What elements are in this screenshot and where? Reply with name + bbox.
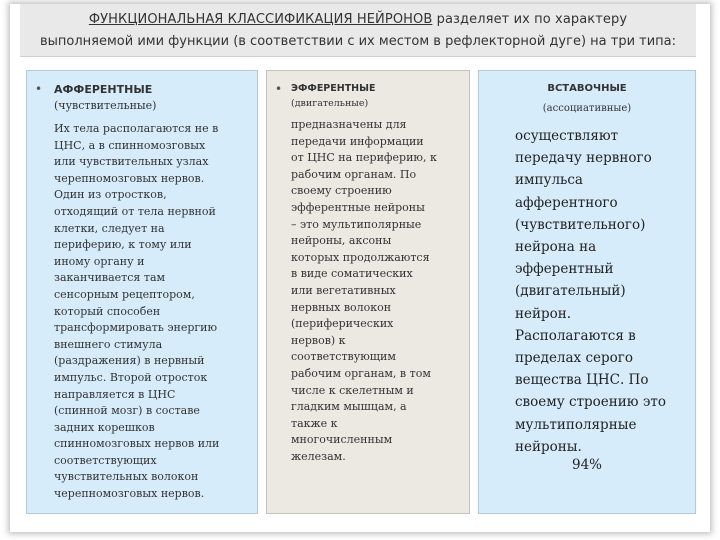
afferent-column xyxy=(26,70,258,514)
interneuron-title: ВСТАВОЧНЫЕ xyxy=(547,83,627,94)
afferent-title: АФФЕРЕНТНЫЕ xyxy=(54,83,153,96)
afferent-subtitle: (чувствительные) xyxy=(54,99,157,112)
header-title: ФУНКЦИОНАЛЬНАЯ КЛАССИФИКАЦИЯ НЕЙРОНОВ xyxy=(88,12,433,27)
efferent-description: предназначены для передачи информации от ЦНС на периферию, к рабочим органам. По своему строению эфферентные нейроны – это мультиполярные нейроны, аксоны которых продолжаются в виде соматических или вегетативных нервных волокон (периферических нервов) к соответствующим рабочим органам, в том числе к скелетным и гладким мышцам, а также к многочисленным железам. xyxy=(291,118,437,463)
interneuron-column xyxy=(478,70,696,514)
interneuron-description: осуществляют передачу нервного импульса афферентного (чувствительного) нейрона на эфферентный (двигательный) нейрон. Располагаются в пределах серого вещества ЦНС. По своему строению это мультиполярные нейроны. xyxy=(515,128,666,455)
efferent-title: ЭФФЕРЕНТНЫЕ xyxy=(291,83,376,94)
header-line-1 xyxy=(20,12,696,27)
zoom-percentage: 94% xyxy=(571,457,602,473)
afferent-description: Их тела располагаются не в ЦНС, а в спинномозговых или чувствительных узлах черепномозговых нервов. Один из отростков, отходящий от тела нервной клетки, следует на периферию, к тому или иному органу и заканчивается там сенсорным рецептором, который способен трансформировать энергию внешнего стимула (раздражения) в нервный импульс. Второй отросток направляется в ЦНС (спинной мозг) в составе задних корешков спинномозговых нервов или соответствующих чувствительных волокон черепномозговых нервов. xyxy=(54,122,220,501)
bullet-icon: • xyxy=(35,82,43,96)
efferent-subtitle: (двигательные) xyxy=(291,98,369,109)
interneuron-subtitle: (ассоциативные) xyxy=(542,103,632,114)
efferent-column xyxy=(266,70,470,514)
header-line-2: выполняемой ими функции (в соответствии с их местом в рефлекторной дуге) на три типа: xyxy=(39,34,677,49)
bullet-icon: • xyxy=(275,82,283,96)
header-title-rest: разделяет их по характеру xyxy=(432,12,628,27)
header-banner xyxy=(20,4,696,57)
